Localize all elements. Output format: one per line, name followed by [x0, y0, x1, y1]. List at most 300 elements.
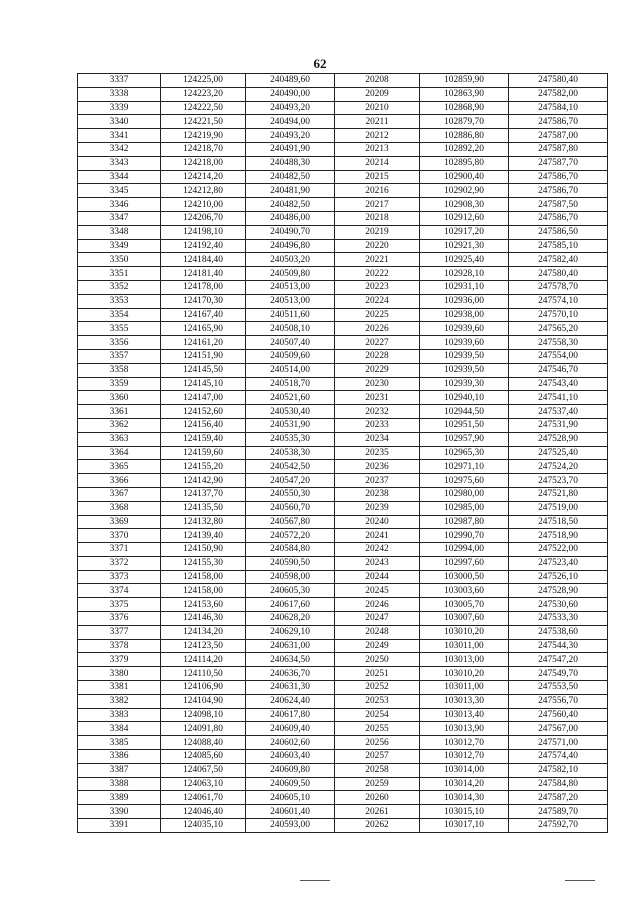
table-cell: 247533,30 — [509, 612, 608, 626]
table-cell: 240560,70 — [246, 501, 335, 515]
table-cell: 240486,00 — [246, 211, 335, 225]
table-cell: 3337 — [78, 74, 161, 88]
table-cell: 240513,00 — [246, 294, 335, 308]
table-cell: 20223 — [335, 280, 420, 294]
table-cell: 247526,10 — [509, 570, 608, 584]
table-cell: 247586,70 — [509, 115, 608, 129]
table-cell: 20243 — [335, 556, 420, 570]
table-cell: 103013,40 — [420, 708, 509, 722]
table-cell: 240602,60 — [246, 736, 335, 750]
table-cell: 124212,80 — [161, 184, 246, 198]
table-cell: 124151,90 — [161, 349, 246, 363]
table-cell: 3376 — [78, 612, 161, 626]
table-cell: 240624,40 — [246, 694, 335, 708]
table-cell: 3348 — [78, 225, 161, 239]
table-cell: 3368 — [78, 501, 161, 515]
table-cell: 124063,10 — [161, 777, 246, 791]
table-row — [78, 556, 608, 570]
table-cell: 124106,90 — [161, 681, 246, 695]
table-cell: 3352 — [78, 280, 161, 294]
table-cell: 240509,80 — [246, 267, 335, 281]
table-cell: 3380 — [78, 667, 161, 681]
table-cell: 3371 — [78, 543, 161, 557]
table-cell: 240503,20 — [246, 253, 335, 267]
table-cell: 247544,30 — [509, 639, 608, 653]
table-cell: 3342 — [78, 142, 161, 156]
table-row — [78, 156, 608, 170]
table-cell: 102939,30 — [420, 377, 509, 391]
table-cell: 20257 — [335, 750, 420, 764]
table-cell: 102957,90 — [420, 432, 509, 446]
table-row — [78, 515, 608, 529]
table-cell: 247523,40 — [509, 556, 608, 570]
table-cell: 124153,60 — [161, 598, 246, 612]
table-row — [78, 791, 608, 805]
table-cell: 3349 — [78, 239, 161, 253]
table-cell: 102912,60 — [420, 211, 509, 225]
table-cell: 240481,90 — [246, 184, 335, 198]
coordinate-table-body — [78, 74, 608, 833]
table-cell: 247522,00 — [509, 543, 608, 557]
table-cell: 240572,20 — [246, 529, 335, 543]
table-cell: 247586,50 — [509, 225, 608, 239]
table-cell: 102944,50 — [420, 405, 509, 419]
table-row — [78, 708, 608, 722]
table-row — [78, 239, 608, 253]
table-cell: 240584,80 — [246, 543, 335, 557]
table-cell: 124155,20 — [161, 460, 246, 474]
table-row — [78, 584, 608, 598]
footer-mark-left — [300, 880, 330, 881]
table-cell: 247519,00 — [509, 501, 608, 515]
table-cell: 240496,80 — [246, 239, 335, 253]
table-row — [78, 405, 608, 419]
table-cell: 20255 — [335, 722, 420, 736]
table-cell: 3385 — [78, 736, 161, 750]
table-cell: 124159,60 — [161, 446, 246, 460]
table-row — [78, 336, 608, 350]
table-cell: 3384 — [78, 722, 161, 736]
table-cell: 20208 — [335, 74, 420, 88]
table-cell: 3339 — [78, 101, 161, 115]
table-cell: 240521,60 — [246, 391, 335, 405]
table-row — [78, 736, 608, 750]
table-cell: 247592,70 — [509, 819, 608, 833]
table-cell: 240593,00 — [246, 819, 335, 833]
table-row — [78, 681, 608, 695]
table-cell: 124158,00 — [161, 570, 246, 584]
table-cell: 20214 — [335, 156, 420, 170]
table-cell: 247586,70 — [509, 211, 608, 225]
table-cell: 247549,70 — [509, 667, 608, 681]
table-cell: 247587,20 — [509, 791, 608, 805]
table-cell: 3389 — [78, 791, 161, 805]
table-cell: 124206,70 — [161, 211, 246, 225]
table-row — [78, 142, 608, 156]
table-cell: 103003,60 — [420, 584, 509, 598]
table-cell: 240514,00 — [246, 363, 335, 377]
table-cell: 20251 — [335, 667, 420, 681]
table-row — [78, 253, 608, 267]
table-cell: 240535,30 — [246, 432, 335, 446]
table-cell: 3374 — [78, 584, 161, 598]
table-cell: 124114,20 — [161, 653, 246, 667]
table-cell: 247587,80 — [509, 142, 608, 156]
table-cell: 20220 — [335, 239, 420, 253]
table-row — [78, 377, 608, 391]
table-cell: 20254 — [335, 708, 420, 722]
table-cell: 3359 — [78, 377, 161, 391]
table-cell: 240482,50 — [246, 198, 335, 212]
table-cell: 124132,80 — [161, 515, 246, 529]
table-cell: 240507,40 — [246, 336, 335, 350]
table-cell: 3341 — [78, 129, 161, 143]
table-cell: 124152,60 — [161, 405, 246, 419]
table-cell: 124222,50 — [161, 101, 246, 115]
table-row — [78, 115, 608, 129]
table-cell: 20222 — [335, 267, 420, 281]
table-cell: 240493,20 — [246, 101, 335, 115]
table-cell: 240590,50 — [246, 556, 335, 570]
table-cell: 3356 — [78, 336, 161, 350]
table-cell: 3361 — [78, 405, 161, 419]
table-cell: 124161,20 — [161, 336, 246, 350]
table-cell: 240631,30 — [246, 681, 335, 695]
table-cell: 3364 — [78, 446, 161, 460]
table-cell: 3343 — [78, 156, 161, 170]
table-cell: 240494,00 — [246, 115, 335, 129]
table-cell: 20244 — [335, 570, 420, 584]
table-cell: 102938,00 — [420, 308, 509, 322]
table-row — [78, 667, 608, 681]
table-row — [78, 722, 608, 736]
table-cell: 102980,00 — [420, 487, 509, 501]
table-cell: 3378 — [78, 639, 161, 653]
table-cell: 247580,40 — [509, 74, 608, 88]
table-row — [78, 418, 608, 432]
table-cell: 20242 — [335, 543, 420, 557]
table-cell: 20261 — [335, 805, 420, 819]
table-cell: 247574,40 — [509, 750, 608, 764]
table-cell: 3391 — [78, 819, 161, 833]
table-cell: 20213 — [335, 142, 420, 156]
table-cell: 103010,20 — [420, 667, 509, 681]
table-cell: 3351 — [78, 267, 161, 281]
table-cell: 240482,50 — [246, 170, 335, 184]
table-cell: 240601,40 — [246, 805, 335, 819]
table-cell: 124145,10 — [161, 377, 246, 391]
table-cell: 20245 — [335, 584, 420, 598]
table-cell: 20224 — [335, 294, 420, 308]
table-row — [78, 763, 608, 777]
table-cell: 3390 — [78, 805, 161, 819]
table-cell: 124218,00 — [161, 156, 246, 170]
table-cell: 240605,30 — [246, 584, 335, 598]
table-cell: 3365 — [78, 460, 161, 474]
table-row — [78, 805, 608, 819]
table-cell: 3386 — [78, 750, 161, 764]
table-row — [78, 543, 608, 557]
table-cell: 3369 — [78, 515, 161, 529]
table-cell: 247523,70 — [509, 474, 608, 488]
table-cell: 247587,70 — [509, 156, 608, 170]
table-cell: 240511,60 — [246, 308, 335, 322]
table-cell: 20232 — [335, 405, 420, 419]
table-cell: 240605,10 — [246, 791, 335, 805]
table-cell: 3357 — [78, 349, 161, 363]
table-row — [78, 639, 608, 653]
table-row — [78, 750, 608, 764]
table-cell: 3353 — [78, 294, 161, 308]
table-cell: 247558,30 — [509, 336, 608, 350]
table-cell: 3355 — [78, 322, 161, 336]
table-cell: 247525,40 — [509, 446, 608, 460]
table-cell: 3363 — [78, 432, 161, 446]
table-row — [78, 101, 608, 115]
table-cell: 102940,10 — [420, 391, 509, 405]
table-cell: 3377 — [78, 625, 161, 639]
table-cell: 3370 — [78, 529, 161, 543]
table-cell: 102971,10 — [420, 460, 509, 474]
table-cell: 247567,00 — [509, 722, 608, 736]
table-cell: 102863,90 — [420, 87, 509, 101]
table-cell: 102921,30 — [420, 239, 509, 253]
table-cell: 20216 — [335, 184, 420, 198]
table-cell: 124137,70 — [161, 487, 246, 501]
table-cell: 247553,50 — [509, 681, 608, 695]
page-number: 62 — [313, 56, 327, 71]
table-cell: 240542,50 — [246, 460, 335, 474]
table-cell: 124225,00 — [161, 74, 246, 88]
table-cell: 103011,00 — [420, 681, 509, 695]
table-cell: 247586,70 — [509, 184, 608, 198]
table-cell: 124167,40 — [161, 308, 246, 322]
table-cell: 240518,70 — [246, 377, 335, 391]
table-cell: 20215 — [335, 170, 420, 184]
table-cell: 240489,60 — [246, 74, 335, 88]
table-cell: 3340 — [78, 115, 161, 129]
table-cell: 240490,70 — [246, 225, 335, 239]
table-cell: 240636,70 — [246, 667, 335, 681]
table-cell: 124046,40 — [161, 805, 246, 819]
table-cell: 102939,60 — [420, 336, 509, 350]
table-cell: 20227 — [335, 336, 420, 350]
table-cell: 102895,80 — [420, 156, 509, 170]
table-cell: 240509,60 — [246, 349, 335, 363]
table-cell: 247560,40 — [509, 708, 608, 722]
table-cell: 240567,80 — [246, 515, 335, 529]
table-cell: 124067,50 — [161, 763, 246, 777]
table-cell: 240609,50 — [246, 777, 335, 791]
table-cell: 247582,40 — [509, 253, 608, 267]
table-cell: 247574,10 — [509, 294, 608, 308]
table-row — [78, 170, 608, 184]
table-row — [78, 267, 608, 281]
table-cell: 102925,40 — [420, 253, 509, 267]
table-cell: 20249 — [335, 639, 420, 653]
table-cell: 20209 — [335, 87, 420, 101]
table-row — [78, 294, 608, 308]
table-cell: 102892,20 — [420, 142, 509, 156]
table-cell: 102879,70 — [420, 115, 509, 129]
table-cell: 247521,80 — [509, 487, 608, 501]
table-cell: 124134,20 — [161, 625, 246, 639]
table-cell: 124110,50 — [161, 667, 246, 681]
table-cell: 247531,90 — [509, 418, 608, 432]
table-row — [78, 129, 608, 143]
table-cell: 3350 — [78, 253, 161, 267]
coordinate-table — [77, 73, 608, 833]
table-cell: 124178,00 — [161, 280, 246, 294]
table-cell: 240491,90 — [246, 142, 335, 156]
table-cell: 102936,00 — [420, 294, 509, 308]
table-cell: 240530,40 — [246, 405, 335, 419]
table-cell: 102886,80 — [420, 129, 509, 143]
table-cell: 124184,40 — [161, 253, 246, 267]
table-row — [78, 653, 608, 667]
table-cell: 3344 — [78, 170, 161, 184]
table-row — [78, 570, 608, 584]
table-cell: 103014,20 — [420, 777, 509, 791]
table-row — [78, 198, 608, 212]
table-cell: 103012,70 — [420, 750, 509, 764]
table-cell: 240634,50 — [246, 653, 335, 667]
table-cell: 124098,10 — [161, 708, 246, 722]
table-cell: 124061,70 — [161, 791, 246, 805]
table-cell: 240609,80 — [246, 763, 335, 777]
table-cell: 102902,90 — [420, 184, 509, 198]
table-cell: 103007,60 — [420, 612, 509, 626]
table-cell: 124091,80 — [161, 722, 246, 736]
table-cell: 124210,00 — [161, 198, 246, 212]
table-row — [78, 74, 608, 88]
table-cell: 247585,10 — [509, 239, 608, 253]
table-cell: 103005,70 — [420, 598, 509, 612]
table-cell: 124123,50 — [161, 639, 246, 653]
table-row — [78, 612, 608, 626]
table-cell: 247582,10 — [509, 763, 608, 777]
table-cell: 102965,30 — [420, 446, 509, 460]
table-cell: 102939,50 — [420, 363, 509, 377]
table-cell: 124192,40 — [161, 239, 246, 253]
table-cell: 3387 — [78, 763, 161, 777]
table-cell: 247518,50 — [509, 515, 608, 529]
table-row — [78, 460, 608, 474]
table-cell: 247589,70 — [509, 805, 608, 819]
table-cell: 124214,20 — [161, 170, 246, 184]
table-cell: 240631,00 — [246, 639, 335, 653]
table-cell: 102990,70 — [420, 529, 509, 543]
table-row — [78, 349, 608, 363]
table-cell: 3345 — [78, 184, 161, 198]
table-cell: 3338 — [78, 87, 161, 101]
table-cell: 20221 — [335, 253, 420, 267]
table-cell: 20229 — [335, 363, 420, 377]
table-cell: 20231 — [335, 391, 420, 405]
table-cell: 103014,30 — [420, 791, 509, 805]
table-cell: 103013,00 — [420, 653, 509, 667]
table-cell: 247584,80 — [509, 777, 608, 791]
table-cell: 20211 — [335, 115, 420, 129]
table-cell: 102985,00 — [420, 501, 509, 515]
table-cell: 3362 — [78, 418, 161, 432]
table-cell: 124223,20 — [161, 87, 246, 101]
table-cell: 20218 — [335, 211, 420, 225]
table-cell: 124218,70 — [161, 142, 246, 156]
table-cell: 20239 — [335, 501, 420, 515]
table-cell: 247587,00 — [509, 129, 608, 143]
table-cell: 3379 — [78, 653, 161, 667]
table-cell: 247586,70 — [509, 170, 608, 184]
table-cell: 20246 — [335, 598, 420, 612]
table-cell: 3347 — [78, 211, 161, 225]
table-cell: 20233 — [335, 418, 420, 432]
table-cell: 20234 — [335, 432, 420, 446]
table-cell: 124104,90 — [161, 694, 246, 708]
table-row — [78, 819, 608, 833]
table-cell: 247565,20 — [509, 322, 608, 336]
table-cell: 3388 — [78, 777, 161, 791]
table-row — [78, 446, 608, 460]
table-cell: 240547,20 — [246, 474, 335, 488]
table-cell: 124145,50 — [161, 363, 246, 377]
table-row — [78, 308, 608, 322]
table-cell: 247582,00 — [509, 87, 608, 101]
table-cell: 102987,80 — [420, 515, 509, 529]
table-cell: 124219,90 — [161, 129, 246, 143]
table-cell: 102994,00 — [420, 543, 509, 557]
table-row — [78, 694, 608, 708]
table-cell: 247584,10 — [509, 101, 608, 115]
table-cell: 3373 — [78, 570, 161, 584]
table-cell: 20253 — [335, 694, 420, 708]
table-cell: 102868,90 — [420, 101, 509, 115]
table-cell: 240598,00 — [246, 570, 335, 584]
table-cell: 124198,10 — [161, 225, 246, 239]
table-cell: 102997,60 — [420, 556, 509, 570]
table-cell: 3383 — [78, 708, 161, 722]
table-cell: 124170,30 — [161, 294, 246, 308]
table-cell: 3360 — [78, 391, 161, 405]
table-cell: 124139,40 — [161, 529, 246, 543]
table-cell: 247546,70 — [509, 363, 608, 377]
table-cell: 20240 — [335, 515, 420, 529]
table-cell: 3367 — [78, 487, 161, 501]
table-row — [78, 474, 608, 488]
table-cell: 102900,40 — [420, 170, 509, 184]
table-cell: 124085,60 — [161, 750, 246, 764]
table-cell: 247543,40 — [509, 377, 608, 391]
table-cell: 247554,00 — [509, 349, 608, 363]
table-cell: 103014,00 — [420, 763, 509, 777]
table-cell: 240490,00 — [246, 87, 335, 101]
table-cell: 20219 — [335, 225, 420, 239]
table-cell: 124156,40 — [161, 418, 246, 432]
footer-mark-right — [565, 880, 595, 881]
table-cell: 102917,20 — [420, 225, 509, 239]
table-cell: 124147,00 — [161, 391, 246, 405]
table-cell: 247547,20 — [509, 653, 608, 667]
table-row — [78, 184, 608, 198]
table-row — [78, 529, 608, 543]
table-cell: 240493,20 — [246, 129, 335, 143]
table-cell: 102859,90 — [420, 74, 509, 88]
table-cell: 20210 — [335, 101, 420, 115]
table-cell: 20236 — [335, 460, 420, 474]
table-row — [78, 87, 608, 101]
table-cell: 102928,10 — [420, 267, 509, 281]
table-cell: 240538,30 — [246, 446, 335, 460]
